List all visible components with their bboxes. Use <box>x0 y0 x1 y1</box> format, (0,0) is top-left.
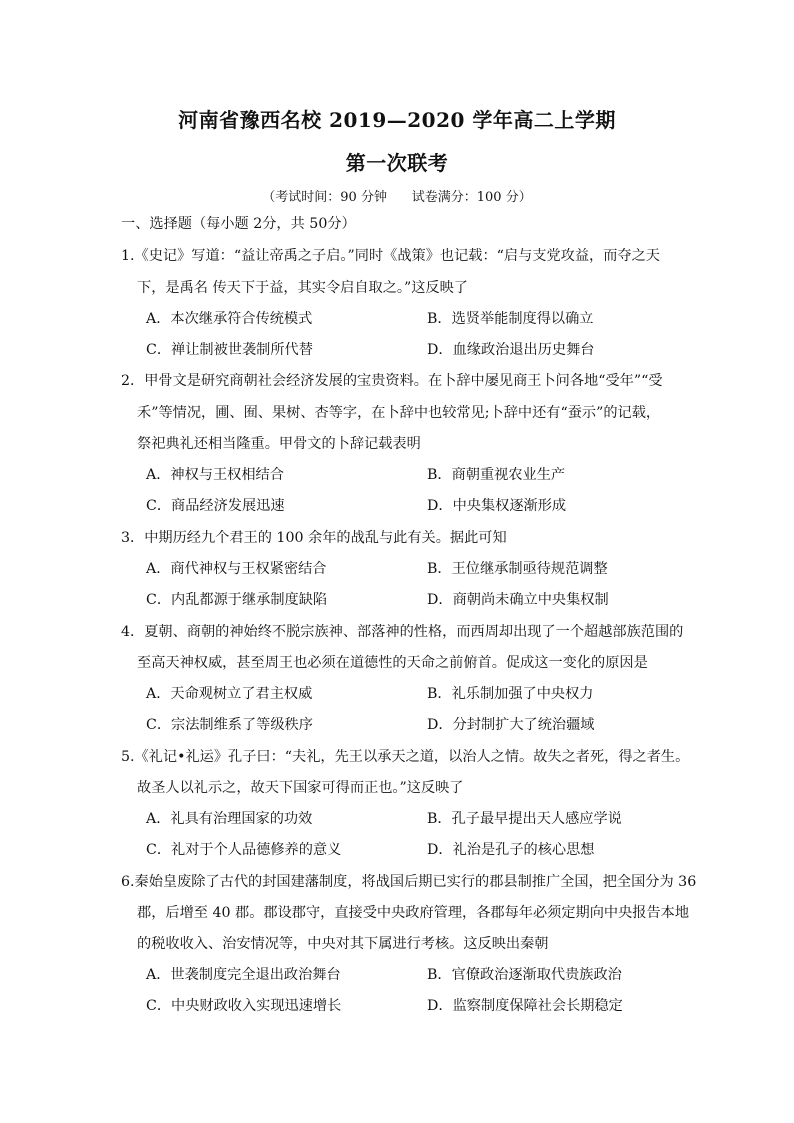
option-b: B．礼乐制加强了中央权力 <box>427 686 594 702</box>
option-c: C．内乱都源于继承制度缺陷 <box>146 592 328 608</box>
question-text: 6.秦始皇废除了古代的封国建藩制度，将战国后期已实行的郡县制推广全国，把全国分为 36 <box>121 874 697 890</box>
option-a: A．神权与王权相结合 <box>146 467 284 483</box>
question-text: 3．中期历经九个君王的 100 余年的战乱与此有关。据此可知 <box>121 530 507 546</box>
option-d: D．商朝尚未确立中央集权制 <box>427 592 609 608</box>
option-c: C．礼对于个人品德修养的意义 <box>146 842 342 858</box>
question-text: 至高天神权威，甚至周王也必须在道德性的天命之前俯首。促成这一变化的原因是 <box>137 655 648 671</box>
option-d: D．中央集权逐渐形成 <box>427 498 567 514</box>
option-a: A．天命观树立了君主权威 <box>146 686 313 702</box>
option-b: B．商朝重视农业生产 <box>427 467 566 483</box>
option-b: B．王位继承制亟待规范调整 <box>427 561 608 577</box>
exam-info: （考试时间：90 分钟 试卷满分：100 分） <box>262 190 532 205</box>
question-text: 下，是禹名 传天下于益，其实令启自取之。”这反映了 <box>137 280 468 296</box>
question-text: 郡，后增至 40 郡。郡设郡守，直接受中央政府管理，各郡每年必须定期向中央报告本地 <box>137 905 690 921</box>
option-b: B．官僚政治逐渐取代贵族政治 <box>427 967 622 983</box>
option-a: A．礼具有治理国家的功效 <box>146 811 313 827</box>
option-d: D．礼治是孔子的核心思想 <box>427 842 595 858</box>
option-a: A．世袭制度完全退出政治舞台 <box>146 967 341 983</box>
option-d: D．分封制扩大了统治疆域 <box>427 717 595 733</box>
option-b: B．选贤举能制度得以确立 <box>427 311 594 327</box>
option-c: C．禅让制被世袭制所代替 <box>146 342 313 358</box>
option-d: D．监察制度保障社会长期稳定 <box>427 998 623 1014</box>
section-heading: 一、选择题（每小题 2分，共 50分） <box>121 216 356 232</box>
question-text: 祭祀典礼还相当隆重。甲骨文的卜辞记载表明 <box>137 436 421 452</box>
question-text: 故圣人以礼示之，故天下国家可得而正也。”这反映了 <box>137 780 464 796</box>
option-d: D．血缘政治退出历史舞台 <box>427 342 595 358</box>
exam-subtitle: 第一次联考 <box>345 151 449 175</box>
option-a: A．商代神权与王权紧密结合 <box>146 561 327 577</box>
option-c: C．商品经济发展迅速 <box>146 498 285 514</box>
option-c: C．宗法制维系了等级秩序 <box>146 717 313 733</box>
option-b: B．孔子最早提出天人感应学说 <box>427 811 622 827</box>
question-text: 1.《史记》写道：“益让帝禹之子启。”同时《战策》也记载：“启与支党攻益，而夺之天 <box>121 248 660 264</box>
question-text: 4．夏朝、商朝的神始终不脱宗族神、部落神的性格，而西周却出现了一个超越部族范围的 <box>121 624 684 640</box>
option-a: A．本次继承符合传统模式 <box>146 311 313 327</box>
question-text: 2．甲骨文是研究商朝社会经济发展的宝贵资料。在卜辞中屡见商王卜问各地“受年”“受 <box>121 373 663 389</box>
option-c: C．中央财政收入实现迅速增长 <box>146 998 342 1014</box>
exam-title: 河南省豫西名校 2019—2020 学年高二上学期 <box>178 108 616 132</box>
question-text: 5.《礼记•礼运》孔子曰：“夫礼，先王以承天之道，以治人之情。故失之者死，得之者生。 <box>121 749 690 765</box>
question-text: 的税收收入、治安情况等，中央对其下属进行考核。这反映出秦朝 <box>137 936 549 952</box>
question-text: 禾”等情况，圃、囿、果树、杏等字，在卜辞中也较常见;卜辞中还有“蚕示”的记载， <box>137 405 661 421</box>
